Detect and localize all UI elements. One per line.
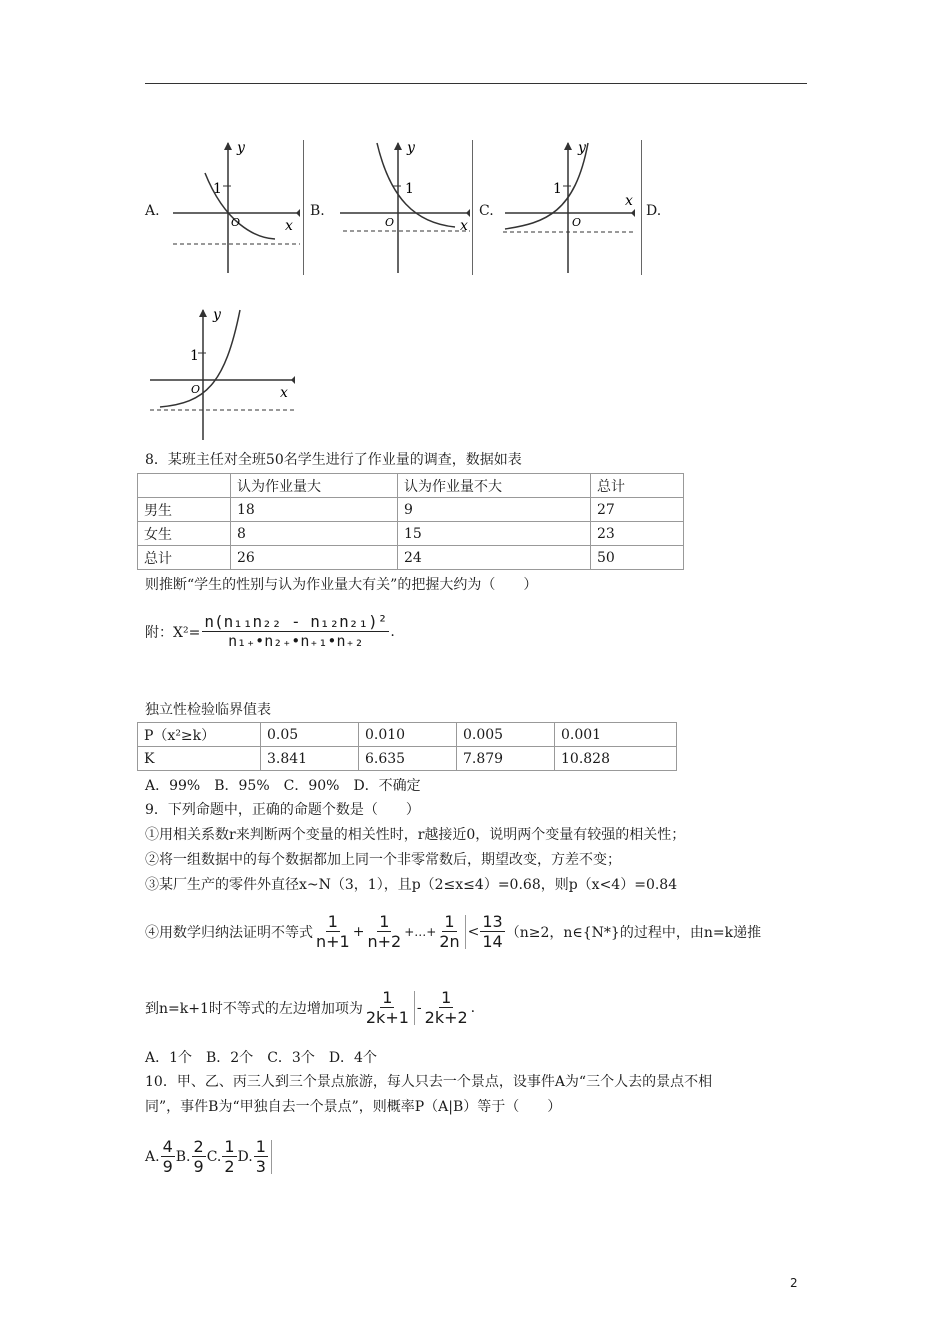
graph-b (335, 138, 475, 278)
option-a-label: A. (145, 203, 160, 219)
svg-text:O: O (191, 383, 201, 396)
graph-origin-label: O (231, 216, 241, 229)
page-number: 2 (790, 1276, 798, 1290)
svg-text:y: y (213, 307, 221, 323)
q8-formula: 附：X²= $\frac{\text{n(n₁₁n₂₂ - n₁₂n₂₁)²}}{\text{n₁₊•n₂₊•n₊₁•n₊₂}}$ . (145, 612, 395, 650)
table-header-row: 认为作业量大 认为作业量不大 总计 (138, 474, 684, 498)
option-d-label: D. (646, 203, 662, 219)
q8-options: A．99% B．95% C．90% D．不确定 (145, 778, 421, 794)
critical-title: 独立性检验临界值表 (145, 702, 271, 718)
graph-y-label: y (237, 140, 245, 156)
q9-item4-line2: 到n=k+1时不等式的左边增加项为 $\frac{1}{2k+1}$ - $\frac{1}{2k+2}$ . (145, 988, 476, 1027)
option-c-label: C. (479, 203, 494, 219)
q10-stem-line2: 同”，事件B为“甲独自去一个景点”，则概率P（A|B）等于（ ） (145, 1099, 562, 1115)
graph-c (500, 138, 640, 278)
q9-item4: ④用数学归纳法证明不等式 $\frac{1}{n+1}$ + $\frac{1}{n+2}$ +…+ $\frac{1}{2n}$ < $\frac{13}{14}$ （n≥2，n∈{N*}的过程中，由n=k递推 (145, 912, 762, 951)
q8-table (137, 473, 684, 570)
divider (641, 140, 642, 275)
table-row: P（x²≥k） 0.05 0.010 0.005 0.001 (138, 723, 677, 747)
svg-text:1: 1 (553, 181, 562, 197)
q8-question: 则推断“学生的性别与认为作业量大有关”的把握大约为（ ） (145, 577, 538, 593)
q9-options: A．1个 B．2个 C．3个 D．4个 (145, 1050, 377, 1066)
svg-text:1: 1 (190, 348, 199, 364)
divider (472, 140, 473, 275)
svg-text:y: y (407, 140, 415, 156)
q9-stem: 9．下列命题中，正确的命题个数是（ ） (145, 802, 420, 818)
table-row: K 3.841 6.635 7.879 10.828 (138, 747, 677, 771)
q10-stem-line1: 10．甲、乙、丙三人到三个景点旅游，每人只去一个景点，设事件A为“三个人去的景点不相 (145, 1074, 713, 1090)
x-arrow-icon (296, 209, 300, 217)
q8-stem: 8．某班主任对全班50名学生进行了作业量的调查，数据如表 (145, 452, 522, 468)
q9-item2: ②将一组数据中的每个数据都加上同一个非零常数后，期望改变，方差不变； (145, 852, 621, 868)
table-row: 男生 18 9 27 (138, 498, 684, 522)
svg-text:x: x (625, 193, 633, 209)
svg-text:1: 1 (405, 181, 414, 197)
svg-text:x: x (280, 385, 288, 401)
q9-item1: ①用相关系数r来判断两个变量的相关性时，r越接近0，说明两个变量有较强的相关性； (145, 827, 686, 843)
q10-options: A. $\frac{4}{9}$ B. $\frac{2}{9}$ C. $\frac{1}{2}$ D. $\frac{1}{3}$ (145, 1137, 274, 1176)
svg-text:O: O (572, 216, 582, 229)
critical-table (137, 722, 677, 771)
graph-x-label: x (285, 218, 293, 234)
svg-text:y: y (578, 140, 586, 156)
graph-a (165, 138, 305, 278)
table-row: 女生 8 15 23 (138, 522, 684, 546)
y-arrow-icon (224, 142, 232, 150)
q9-item3: ③某厂生产的零件外直径x~N（3，1），且p（2≤x≤4）=0.68，则p（x<4）=0.84 (145, 877, 678, 893)
divider (303, 140, 304, 275)
table-row: 总计 26 24 50 (138, 546, 684, 570)
option-b-label: B. (310, 203, 325, 219)
svg-text:O: O (385, 216, 395, 229)
svg-text:x: x (460, 218, 468, 234)
graph-one-label: 1 (213, 181, 222, 197)
header-rule (145, 83, 807, 84)
graph-d (145, 305, 305, 445)
